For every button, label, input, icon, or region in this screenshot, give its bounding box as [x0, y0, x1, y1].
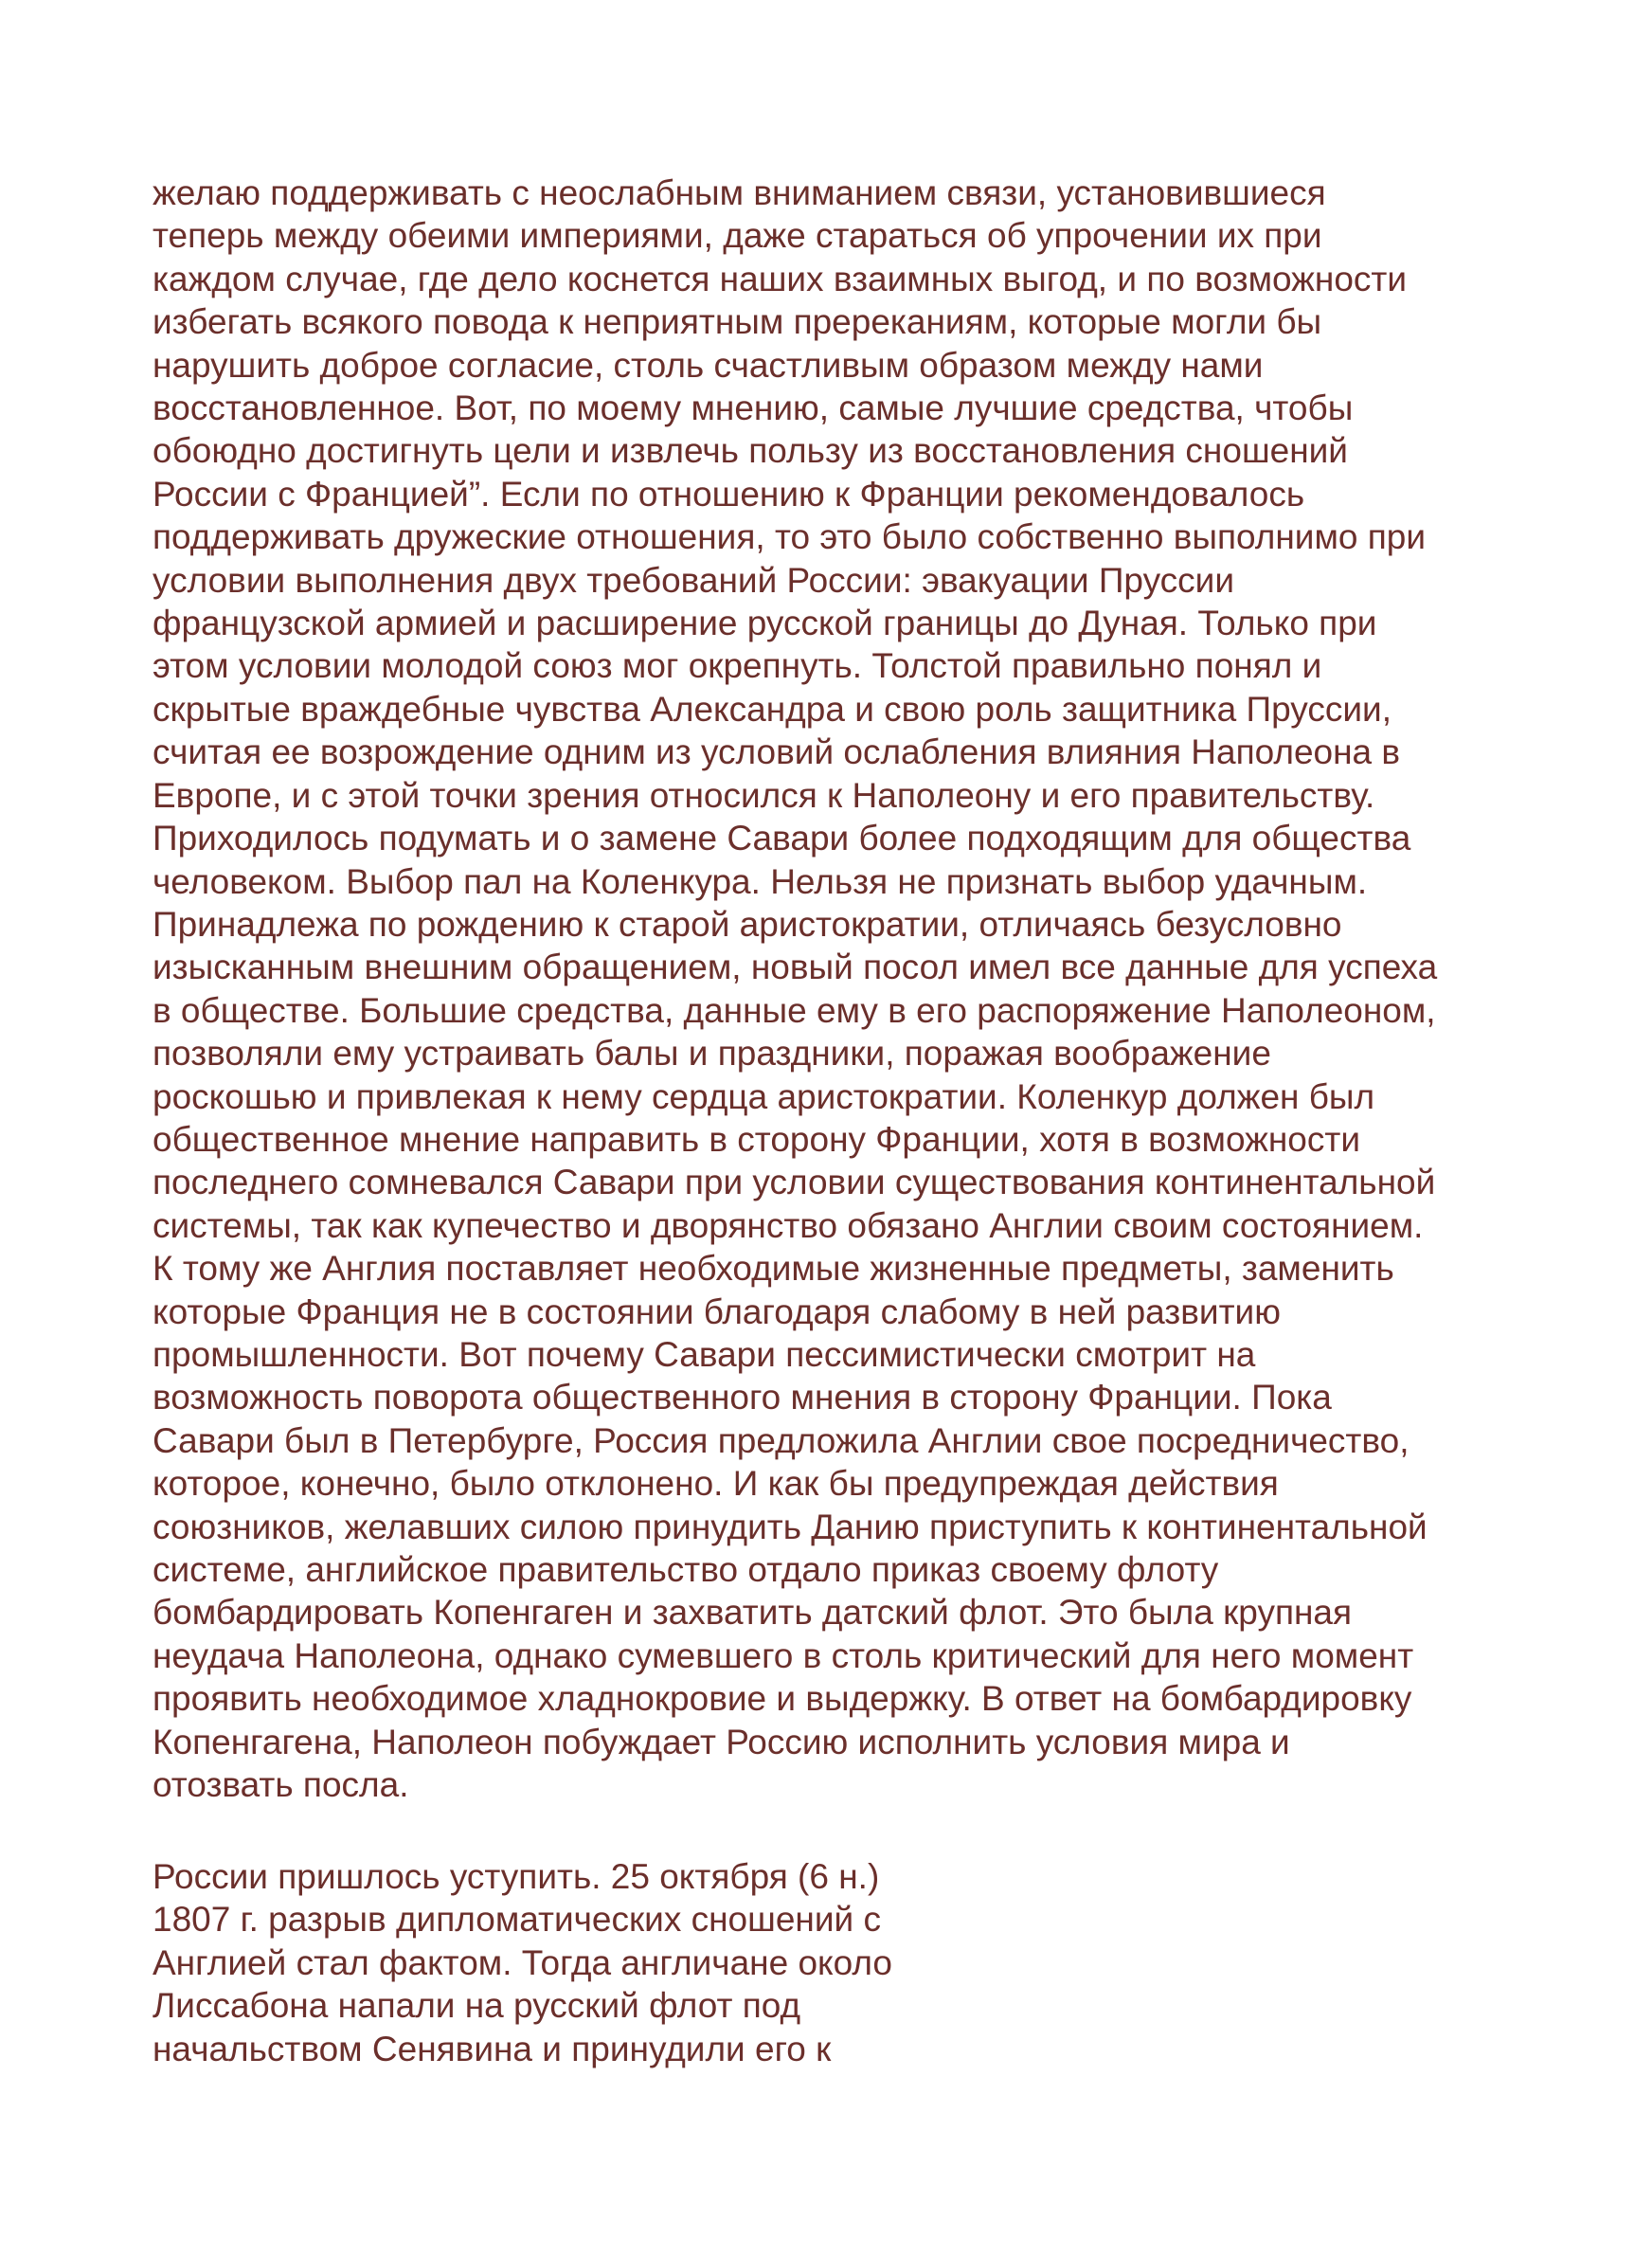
text-line: позволяли ему устраивать балы и праздники, поражая воображение [153, 1034, 1271, 1074]
text-line: К тому же Англия поставляет необходимые жизненные предметы, заменить [153, 1249, 1394, 1289]
text-line: Англией стал фактом. Тогда англичане около [153, 1942, 892, 1982]
text-line: последнего сомневался Савари при условии существования континентальной [153, 1163, 1436, 1202]
text-line: 1807 г. разрыв дипломатических сношений с [153, 1900, 881, 1940]
text-line: считая ее возрождение одним из условий ослабления влияния Наполеона в [153, 732, 1401, 772]
text-line: обоюдно достигнуть цели и извлечь пользу из восстановления сношений [153, 431, 1348, 471]
text-line: которое, конечно, было отклонено. И как бы предупреждая действия [153, 1464, 1279, 1504]
text-line: неудача Наполеона, однако сумевшего в столь критический для него момент [153, 1635, 1414, 1675]
paragraph-second [153, 1855, 1498, 2070]
text-line: избегать всякого повода к неприятным пререканиям, которые могли бы [153, 302, 1322, 342]
text-line: системы, так как купечество и дворянство обязано Англии своим состоянием. [153, 1205, 1424, 1245]
text-line: поддерживать дружеские отношения, то это было собственно выполнимо при [153, 517, 1427, 557]
text-line: этом условии молодой союз мог окрепнуть. Толстой правильно понял и [153, 646, 1322, 686]
text-line: начальством Сенявина и принудили его к [153, 2029, 832, 2068]
text-line: Копенгагена, Наполеон побуждает Россию исполнить условия мира и [153, 1722, 1290, 1761]
text-line: теперь между обеими империями, даже стараться об упрочении их при [153, 216, 1322, 256]
text-line: каждом случае, где дело коснется наших взаимных выгод, и по возможности [153, 259, 1408, 298]
text-line: бомбардировать Копенгаген и захватить датский флот. Это была крупная [153, 1593, 1353, 1633]
text-line: союзников, желавших силою принудить Данию приступить к континентальной [153, 1507, 1428, 1546]
text-line: Принадлежа по рождению к старой аристократии, отличаясь безусловно [153, 904, 1342, 944]
text-line: нарушить доброе согласие, столь счастливым образом между нами [153, 345, 1264, 385]
text-line: желаю поддерживать с неослабным вниманием связи, установившиеся [153, 173, 1326, 212]
text-line: роскошью и привлекая к нему сердца аристократии. Коленкур должен был [153, 1076, 1375, 1116]
paragraph-main [153, 172, 1498, 1806]
text-line: общественное мнение направить в сторону Франции, хотя в возможности [153, 1119, 1360, 1159]
text-line: отозвать посла. [153, 1765, 409, 1805]
text-line: России пришлось уступить. 25 октября (6 н.) [153, 1857, 880, 1896]
text-line: Савари был в Петербурге, Россия предложила Англии свое посредничество, [153, 1420, 1410, 1460]
text-line: французской армией и расширение русской границы до Дуная. Только при [153, 604, 1377, 643]
text-line: России с Францией”. Если по отношению к Франции рекомендовалось [153, 474, 1305, 514]
text-line: изысканным внешним обращением, новый посол имел все данные для успеха [153, 948, 1438, 987]
text-line: Лиссабона напали на русский флот под [153, 1986, 801, 2026]
text-line: проявить необходимое хладнокровие и выдержку. В ответ на бомбардировку [153, 1679, 1412, 1719]
text-line: Приходилось подумать и о замене Савари более подходящим для общества [153, 819, 1411, 858]
text-line: человеком. Выбор пал на Коленкура. Нельзя не признать выбор удачным. [153, 861, 1368, 901]
text-line: системе, английское правительство отдало приказ своему флоту [153, 1550, 1219, 1589]
text-line: условии выполнения двух требований России: эвакуации Пруссии [153, 560, 1235, 600]
text-line: промышленности. Вот почему Савари пессимистически смотрит на [153, 1334, 1256, 1374]
text-line: восстановленное. Вот, по моему мнению, самые лучшие средства, чтобы [153, 388, 1354, 428]
text-line: скрытые враждебные чувства Александра и свою роль защитника Пруссии, [153, 689, 1392, 729]
text-line: возможность поворота общественного мнения в сторону Франции. Пока [153, 1378, 1332, 1417]
text-line: в обществе. Большие средства, данные ему в его распоряжение Наполеоном, [153, 990, 1436, 1030]
text-line: Европе, и с этой точки зрения относился к Наполеону и его правительству. [153, 775, 1375, 815]
text-line: которые Франция не в состоянии благодаря слабому в ней развитию [153, 1291, 1281, 1331]
